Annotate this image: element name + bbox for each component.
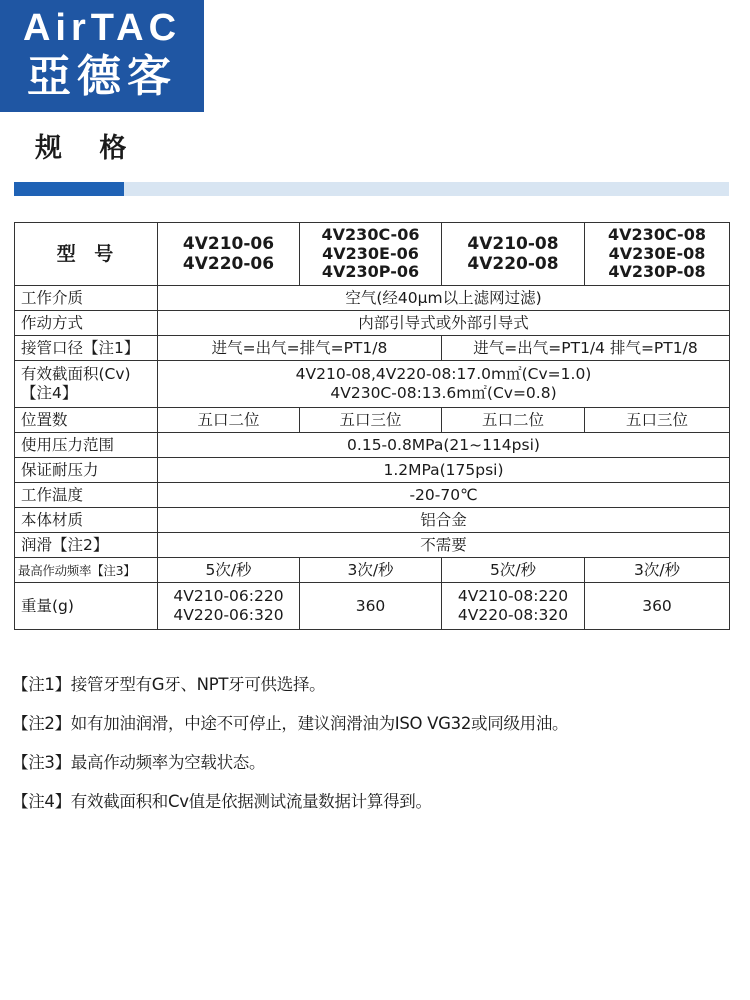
row-value: 不需要 <box>158 533 730 558</box>
row-value: 1.2MPa(175psi) <box>158 458 730 483</box>
model-row <box>15 223 730 286</box>
row-label: 润滑【注2】 <box>15 533 158 558</box>
table-row <box>15 311 730 336</box>
note-3: 【注3】最高作动频率为空载状态。 <box>12 753 266 772</box>
table-row <box>15 508 730 533</box>
spec-table <box>14 222 730 630</box>
model-col-3: 4V210-08 4V220-08 <box>442 223 585 286</box>
row-value: 五口三位 <box>585 408 730 433</box>
note-1: 【注1】接管牙型有G牙、NPT牙可供选择。 <box>12 675 326 694</box>
brand-logo <box>0 0 204 112</box>
table-row <box>15 361 730 408</box>
row-value: -20-70℃ <box>158 483 730 508</box>
title-underline-bar <box>14 182 729 196</box>
note-4: 【注4】有效截面积和Cv值是依据测试流量数据计算得到。 <box>12 792 432 811</box>
row-value: 3次/秒 <box>585 558 730 583</box>
logo-text-cn: 亞德客 <box>27 51 177 102</box>
table-row <box>15 558 730 583</box>
table-row <box>15 583 730 630</box>
row-value: 五口二位 <box>158 408 300 433</box>
row-value: 3次/秒 <box>300 558 442 583</box>
row-value: 0.15-0.8MPa(21~114psi) <box>158 433 730 458</box>
model-col-4: 4V230C-08 4V230E-08 4V230P-08 <box>585 223 730 286</box>
row-label: 工作温度 <box>15 483 158 508</box>
table-row <box>15 433 730 458</box>
row-value: 铝合金 <box>158 508 730 533</box>
note-2: 【注2】如有加油润滑，中途不可停止，建议润滑油为ISO VG32或同级用油。 <box>12 714 569 733</box>
row-value: 5次/秒 <box>158 558 300 583</box>
row-value: 4V210-08:220 4V220-08:320 <box>442 583 585 630</box>
table-row <box>15 286 730 311</box>
row-label: 最高作动频率【注3】 <box>15 558 158 583</box>
model-col-2: 4V230C-06 4V230E-06 4V230P-06 <box>300 223 442 286</box>
row-label: 接管口径【注1】 <box>15 336 158 361</box>
table-row <box>15 336 730 361</box>
notes <box>12 674 747 830</box>
row-value: 内部引导式或外部引导式 <box>158 311 730 336</box>
table-row <box>15 408 730 433</box>
row-value: 五口三位 <box>300 408 442 433</box>
row-label: 作动方式 <box>15 311 158 336</box>
title-underline-accent <box>14 182 124 196</box>
row-label: 工作介质 <box>15 286 158 311</box>
row-label: 重量(g) <box>15 583 158 630</box>
row-value: 五口二位 <box>442 408 585 433</box>
table-row <box>15 483 730 508</box>
row-label: 使用压力范围 <box>15 433 158 458</box>
row-label: 位置数 <box>15 408 158 433</box>
row-value: 4V210-08,4V220-08:17.0m㎡(Cv=1.0) 4V230C-08:13.6m㎡(Cv=0.8) <box>158 361 730 408</box>
row-value-08: 进气=出气=PT1/4 排气=PT1/8 <box>442 336 730 361</box>
row-label: 本体材质 <box>15 508 158 533</box>
row-value: 360 <box>300 583 442 630</box>
row-value: 4V210-06:220 4V220-06:320 <box>158 583 300 630</box>
model-label: 型 号 <box>15 223 158 286</box>
section-title: 规 格 <box>35 133 141 164</box>
row-label: 有效截面积(Cv) 【注4】 <box>15 361 158 408</box>
row-value: 5次/秒 <box>442 558 585 583</box>
row-value-06: 进气=出气=排气=PT1/8 <box>158 336 442 361</box>
logo-text-en: AirTAC <box>22 7 182 49</box>
table-row <box>15 458 730 483</box>
model-col-1: 4V210-06 4V220-06 <box>158 223 300 286</box>
row-value: 360 <box>585 583 730 630</box>
row-value: 空气(经40μm以上滤网过滤) <box>158 286 730 311</box>
table-row <box>15 533 730 558</box>
row-label: 保证耐压力 <box>15 458 158 483</box>
